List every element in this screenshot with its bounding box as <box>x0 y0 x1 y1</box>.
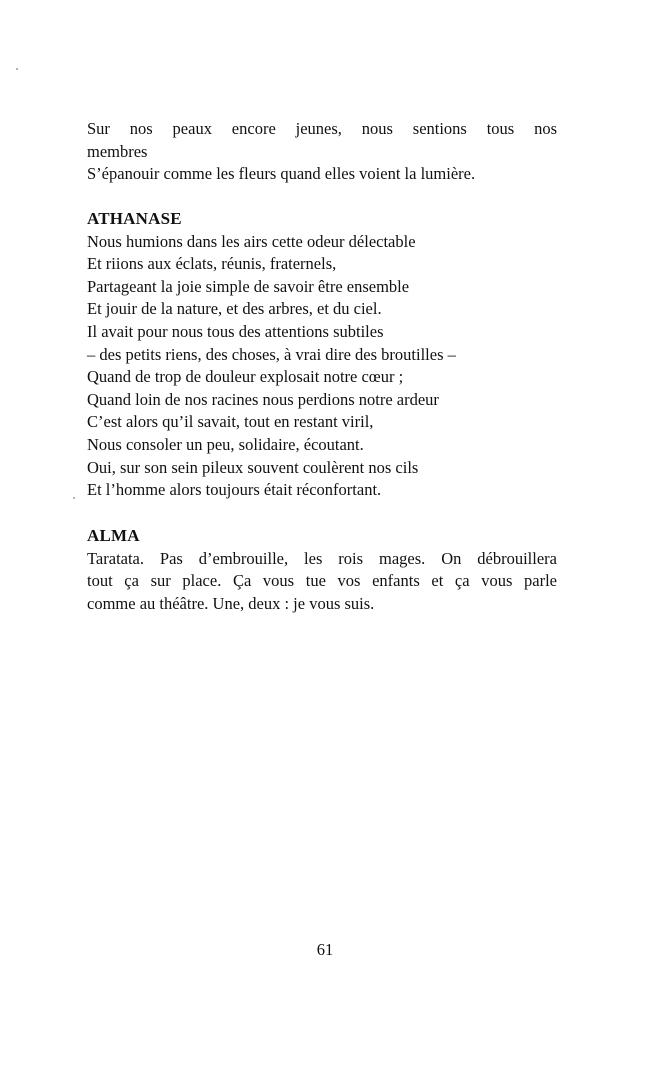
verse-line: S’épanouir comme les fleurs quand elles voient la lumière. <box>87 164 476 184</box>
verse-line: Quand de trop de douleur explosait notre cœur ; <box>87 367 404 387</box>
prose-line: Taratata. Pas d’embrouille, les rois mages. On débrouillera <box>87 548 557 568</box>
verse-line: Nous humions dans les airs cette odeur délectable <box>87 231 416 251</box>
verse-line: Et jouir de la nature, et des arbres, et du ciel. <box>87 299 382 319</box>
verse-line: Oui, sur son sein pileux souvent coulèrent nos cils <box>87 457 419 477</box>
prose-line: tout ça sur place. Ça vous tue vos enfants et ça vous parle <box>87 571 557 591</box>
intro-verse-block <box>87 118 557 186</box>
verse-line: membres <box>87 141 148 161</box>
athanase-speech <box>87 208 557 502</box>
verse-line: Et l’homme alors toujours était réconfortant. <box>87 480 382 500</box>
prose-line: comme au théâtre. Une, deux : je vous suis. <box>87 593 375 613</box>
verse-line: Quand loin de nos racines nous perdions notre ardeur <box>87 389 439 409</box>
verse-line: C’est alors qu’il savait, tout en restant viril, <box>87 412 374 432</box>
scan-speck <box>16 68 18 70</box>
verse-line: Partageant la joie simple de savoir être ensemble <box>87 276 410 296</box>
verse-line: Nous consoler un peu, solidaire, écoutant. <box>87 434 364 454</box>
verse-line: Et riions aux éclats, réunis, fraternels, <box>87 254 337 274</box>
speaker-name: ALMA <box>87 526 140 545</box>
page-number: 61 <box>316 940 334 959</box>
verse-line: Sur nos peaux encore jeunes, nous sentions tous nos <box>87 119 557 138</box>
verse-line: Il avait pour nous tous des attentions subtiles <box>87 321 384 341</box>
verse-line: – des petits riens, des choses, à vrai dire des broutilles – <box>87 344 456 364</box>
scan-speck <box>73 497 75 499</box>
speaker-name: ATHANASE <box>87 209 182 228</box>
alma-speech <box>87 525 557 615</box>
